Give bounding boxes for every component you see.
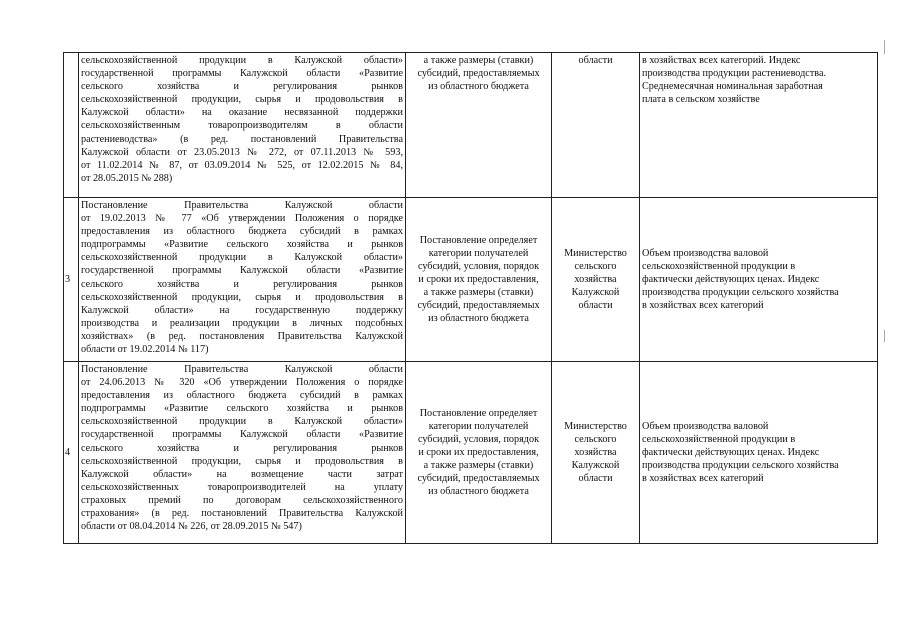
indicator-line: Среднемесячная номинальная заработная xyxy=(642,81,823,93)
document-description-cell xyxy=(406,53,552,198)
document-title-line: сельскохозяйственной продукции, сырья и продовольствия в xyxy=(81,94,403,106)
indicator-line: производства продукции сельского хозяйства xyxy=(642,460,839,472)
description-line: и сроки их предоставления, xyxy=(418,446,539,458)
indicator-line: производства продукции растениеводства. xyxy=(642,68,827,80)
document-title-line: от 19.02.2013 № 77 «Об утверждении Положения о порядке xyxy=(81,213,403,225)
regulations-table xyxy=(63,52,878,544)
organization-line: хозяйства xyxy=(574,273,617,285)
document-title-line: предоставления из областного бюджета субсидий в рамках xyxy=(81,390,403,402)
scan-margin-mark xyxy=(884,40,885,54)
indicator-line: сельскохозяйственной продукции в xyxy=(642,433,796,445)
document-page xyxy=(63,52,877,544)
indicators-cell xyxy=(640,362,878,544)
document-title-line: предоставления из областного бюджета субсидий в рамках xyxy=(81,226,403,238)
document-title-cell xyxy=(79,198,406,362)
document-title-cell xyxy=(79,362,406,544)
description-line: субсидий, условия, порядок xyxy=(417,433,540,445)
row-number-cell xyxy=(64,53,79,198)
document-title-cell xyxy=(79,53,406,198)
row-number-cell xyxy=(64,362,79,544)
document-title-line: страховых премий по договорам сельскохозяйственного xyxy=(81,494,403,506)
document-title-line: сельского хозяйства и регулирования рынков xyxy=(81,442,403,454)
description-line: категории получателей xyxy=(428,420,529,432)
document-title-line: сельскохозяйственной продукции в Калужской области» xyxy=(81,252,403,264)
indicator-line: в хозяйствах всех категорий. Индекс xyxy=(642,55,801,66)
document-title-line: сельскохозяйственным товаропроизводителям в области xyxy=(81,120,403,132)
document-title-line: растениеводства» (в ред. постановлений Правительства xyxy=(81,133,403,145)
document-title-line: государственной программы Калужской области «Развитие xyxy=(81,68,403,80)
description-line: категории получателей xyxy=(428,247,529,259)
indicator-line: сельскохозяйственной продукции в xyxy=(642,260,796,272)
responsible-organization-cell xyxy=(552,362,640,544)
description-line: из областного бюджета xyxy=(428,81,529,93)
organization-line: области xyxy=(578,473,613,485)
description-line: субсидий, условия, порядок xyxy=(417,260,540,272)
table-row xyxy=(64,362,878,544)
responsible-organization-cell xyxy=(552,53,640,198)
description-line: субсидий, предоставляемых xyxy=(417,300,540,312)
row-number: 3 xyxy=(65,273,71,285)
document-title-line: государственной программы Калужской области «Развитие xyxy=(81,429,403,441)
indicator-line: фактически действующих ценах. Индекс xyxy=(642,273,820,285)
description-line: и сроки их предоставления, xyxy=(418,273,539,285)
table-row xyxy=(64,53,878,198)
description-line: а также размеры (ставки) xyxy=(423,460,534,472)
document-title-line: Постановление Правительства Калужской области xyxy=(81,200,403,211)
organization-line: сельского xyxy=(574,260,617,272)
row-number: 4 xyxy=(65,446,71,458)
indicator-line: Объем производства валовой xyxy=(642,247,769,259)
organization-line: Министерство xyxy=(564,420,627,432)
document-title-line: области от 08.04.2014 № 226, от 28.09.2015 № 547) xyxy=(81,521,302,533)
indicators-cell xyxy=(640,53,878,198)
document-title-line: сельскохозяйственной продукции, сырья и продовольствия в xyxy=(81,291,403,303)
description-line: Постановление определяет xyxy=(419,407,538,419)
document-title-line: государственной программы Калужской области «Развитие xyxy=(81,265,403,277)
organization-line: Министерство xyxy=(564,247,627,259)
organization-line: Калужской xyxy=(571,287,620,299)
document-title-line: сельскохозяйственной продукции в Калужской области» xyxy=(81,55,403,66)
description-line: а также размеры (ставки) xyxy=(423,55,534,66)
document-description-cell xyxy=(406,198,552,362)
document-title-line: хозяйствах» (в ред. постановления Правительства Калужской xyxy=(81,330,403,342)
document-title-line: сельского хозяйства и регулирования рынков xyxy=(81,81,403,93)
document-title-line: сельскохозяйственной продукции, сырья и продовольствия в xyxy=(81,455,403,467)
organization-line: сельского xyxy=(574,433,617,445)
organization-line: хозяйства xyxy=(574,446,617,458)
document-title-line: Калужской области» на возмещение части затрат xyxy=(81,468,403,480)
indicator-line: в хозяйствах всех категорий xyxy=(642,300,764,312)
scan-margin-mark xyxy=(884,330,885,342)
indicators-cell xyxy=(640,198,878,362)
document-title-line: от 11.02.2014 № 87, от 03.09.2014 № 525, от 12.02.2015 № 84, xyxy=(81,159,403,171)
description-line: Постановление определяет xyxy=(419,234,538,246)
description-line: субсидий, предоставляемых xyxy=(417,68,540,80)
document-description-cell xyxy=(406,362,552,544)
document-title-line: подпрограммы «Развитие сельского хозяйства и рынков xyxy=(81,239,403,251)
indicator-line: в хозяйствах всех категорий xyxy=(642,473,764,485)
document-title-line: сельскохозяйственных товаропроизводителей на уплату xyxy=(81,481,403,493)
document-title-line: производства и реализации продукции в личных подсобных xyxy=(81,317,403,329)
indicator-line: производства продукции сельского хозяйства xyxy=(642,287,839,299)
organization-line: области xyxy=(578,55,613,66)
description-line: а также размеры (ставки) xyxy=(423,287,534,299)
document-title-line: Постановление Правительства Калужской области xyxy=(81,364,403,375)
table-body xyxy=(64,53,878,544)
description-line: из областного бюджета xyxy=(428,313,529,325)
document-title-line: сельскохозяйственной продукции в Калужской области» xyxy=(81,416,403,428)
document-title-line: области от 19.02.2014 № 117) xyxy=(81,344,209,356)
document-title-line: сельского хозяйства и регулирования рынков xyxy=(81,278,403,290)
document-title-line: от 28.05.2015 № 288) xyxy=(81,172,173,184)
document-title-line: Калужской области» на государственную поддержку xyxy=(81,304,403,316)
document-title-line: подпрограммы «Развитие сельского хозяйства и рынков xyxy=(81,403,403,415)
document-title-line: от 24.06.2013 № 320 «Об утверждении Положения о порядке xyxy=(81,377,403,389)
document-title-line: страхования» (в ред. постановлений Правительства Калужской xyxy=(81,508,403,520)
organization-line: Калужской xyxy=(571,460,620,472)
table-row xyxy=(64,198,878,362)
responsible-organization-cell xyxy=(552,198,640,362)
document-title-line: Калужской области» на оказание несвязанной поддержки xyxy=(81,107,403,119)
document-title-line: Калужской области от 23.05.2013 № 272, от 07.11.2013 № 593, xyxy=(81,146,403,158)
indicator-line: Объем производства валовой xyxy=(642,420,769,432)
organization-line: области xyxy=(578,300,613,312)
indicator-line: фактически действующих ценах. Индекс xyxy=(642,446,820,458)
description-line: субсидий, предоставляемых xyxy=(417,473,540,485)
description-line: из областного бюджета xyxy=(428,486,529,498)
indicator-line: плата в сельском хозяйстве xyxy=(642,94,760,106)
row-number-cell xyxy=(64,198,79,362)
